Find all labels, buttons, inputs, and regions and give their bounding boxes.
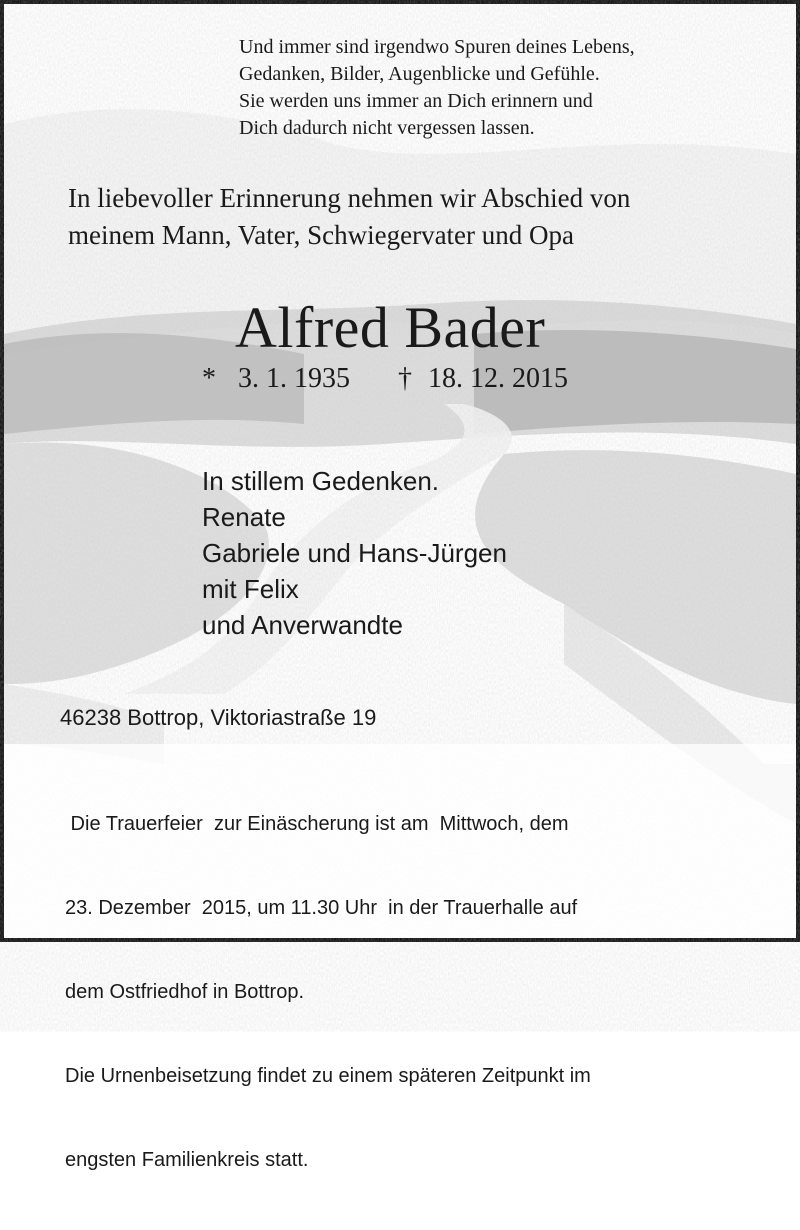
deceased-name: Alfred Bader bbox=[235, 295, 546, 360]
poem-verse bbox=[239, 34, 635, 142]
notice-line: 23. Dezember 2015, um 11.30 Uhr in der Trauerhalle auf bbox=[65, 897, 578, 919]
death-date: 18. 12. 2015 bbox=[428, 363, 568, 394]
intro-line: meinem Mann, Vater, Schwiegervater und Opa bbox=[68, 220, 575, 250]
family-address: 46238 Bottrop, Viktoriastraße 19 bbox=[60, 705, 377, 730]
poem-line: Sie werden uns immer an Dich erinnern und bbox=[239, 90, 593, 112]
notice-line: Die Urnenbeisetzung findet zu einem späteren Zeitpunkt im bbox=[65, 1065, 591, 1087]
intro-line: In liebevoller Erinnerung nehmen wir Abschied von bbox=[68, 183, 631, 213]
funeral-notice bbox=[65, 754, 591, 1230]
mourner-line: Renate bbox=[202, 502, 286, 532]
notice-line: dem Ostfriedhof in Bottrop. bbox=[65, 981, 305, 1003]
mourner-line: Gabriele und Hans-Jürgen bbox=[202, 538, 507, 568]
notice-line: Die Trauerfeier zur Einäscherung ist am Mittwoch, dem bbox=[65, 813, 569, 835]
mourner-line: und Anverwandte bbox=[202, 610, 403, 640]
poem-line: Gedanken, Bilder, Augenblicke und Gefühle. bbox=[239, 63, 600, 85]
mourners-list bbox=[202, 463, 507, 643]
death-cross-icon: † bbox=[398, 363, 412, 394]
farewell-intro bbox=[68, 180, 630, 254]
birth-date: 3. 1. 1935 bbox=[238, 363, 350, 394]
poem-line: Und immer sind irgendwo Spuren deines Lebens, bbox=[239, 36, 635, 58]
mourner-line: In stillem Gedenken. bbox=[202, 466, 440, 496]
life-dates bbox=[202, 362, 568, 396]
mourner-line: mit Felix bbox=[202, 574, 299, 604]
notice-line: engsten Familienkreis statt. bbox=[65, 1149, 309, 1171]
poem-line: Dich dadurch nicht vergessen lassen. bbox=[239, 117, 535, 139]
birth-star-icon: * bbox=[202, 363, 216, 394]
